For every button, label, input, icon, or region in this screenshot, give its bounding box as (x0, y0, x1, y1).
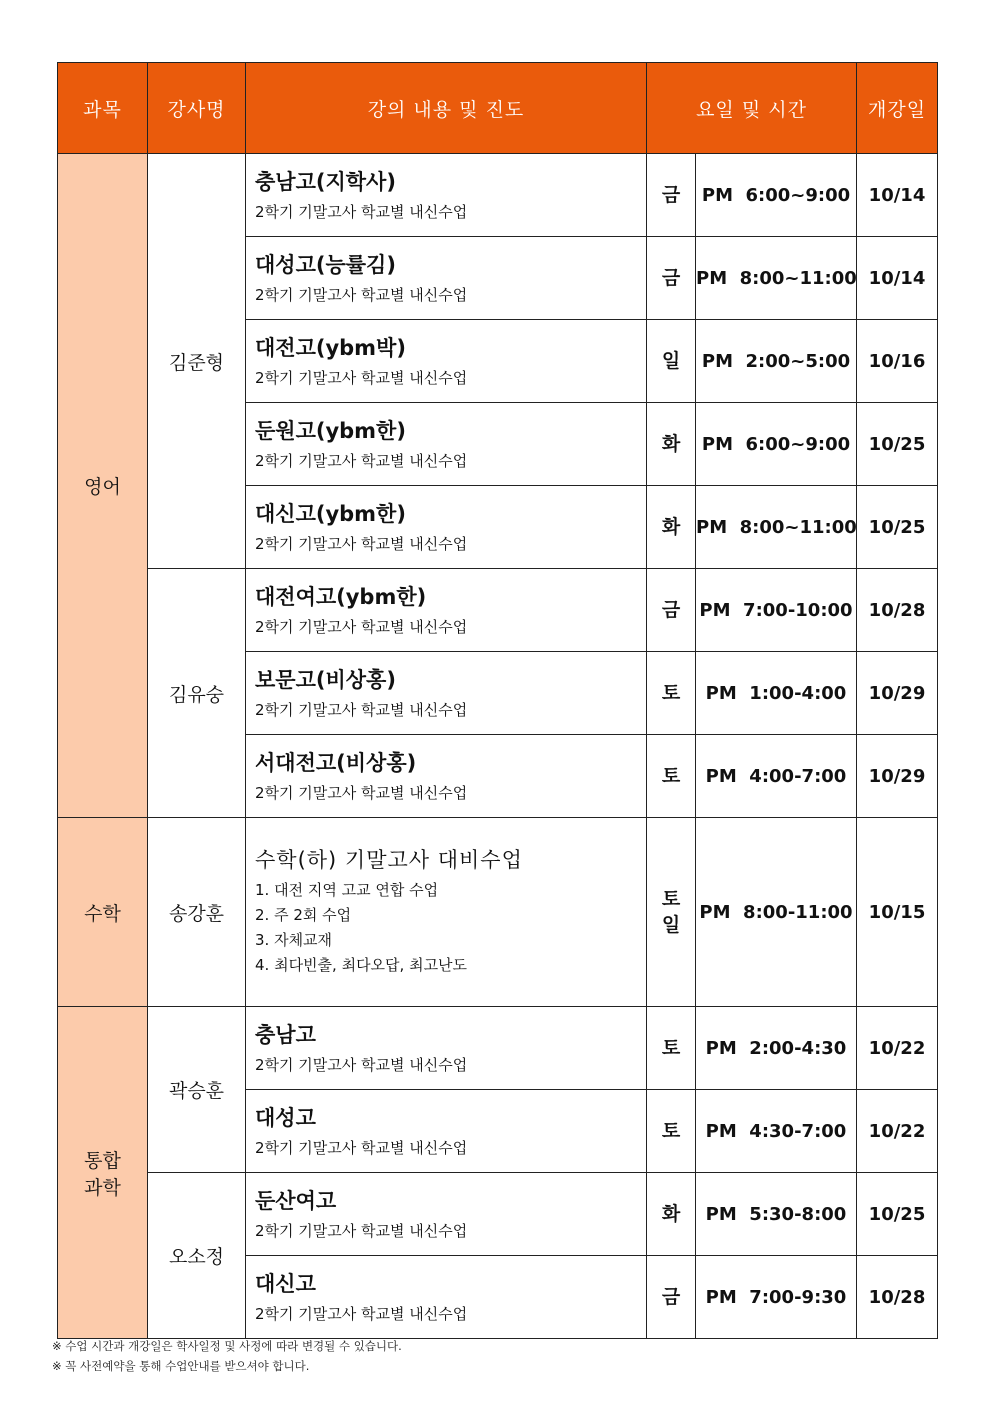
header-row (58, 63, 938, 154)
course-title: 충남고 (255, 1023, 316, 1047)
course-content (246, 818, 647, 1007)
teacher-name: 김유숭 (148, 569, 246, 818)
course-time: PM 6:00~9:00 (696, 403, 857, 486)
course-open-date: 10/22 (857, 1007, 938, 1090)
subject-science-line1: 통합 (84, 1149, 121, 1172)
course-item-list (255, 878, 646, 978)
course-day: 화 (647, 1173, 696, 1256)
course-day: 토 (647, 735, 696, 818)
course-title: 대전고(ybm박) (255, 336, 406, 360)
course-open-date: 10/28 (857, 1256, 938, 1339)
course-open-date: 10/14 (857, 237, 938, 320)
course-open-date: 10/14 (857, 154, 938, 237)
header-open: 개강일 (857, 63, 938, 154)
teacher-name: 곽승훈 (148, 1007, 246, 1173)
course-time: PM 4:00-7:00 (696, 735, 857, 818)
course-title: 둔원고(ybm한) (255, 419, 406, 443)
course-day (647, 818, 696, 1007)
course-day: 토 (647, 652, 696, 735)
course-day: 토 (647, 1007, 696, 1090)
course-content (246, 237, 647, 320)
course-title: 대성고(능률김) (255, 253, 396, 277)
course-open-date: 10/28 (857, 569, 938, 652)
course-title: 보문고(비상홍) (255, 668, 396, 692)
course-subtitle: 2학기 기말고사 학교별 내신수업 (255, 535, 468, 553)
teacher-name: 김준형 (148, 154, 246, 569)
header-teacher: 강사명 (148, 63, 246, 154)
header-daytime: 요일 및 시간 (647, 63, 857, 154)
course-open-date: 10/25 (857, 403, 938, 486)
course-subtitle: 2학기 기말고사 학교별 내신수업 (255, 618, 468, 636)
course-day: 금 (647, 154, 696, 237)
course-day: 금 (647, 1256, 696, 1339)
course-time: PM 7:00-10:00 (696, 569, 857, 652)
course-time: PM 8:00~11:00 (696, 237, 857, 320)
course-open-date: 10/25 (857, 486, 938, 569)
course-day: 토 (647, 1090, 696, 1173)
course-item: 1. 대전 지역 고교 연합 수업 (255, 881, 439, 899)
course-item: 2. 주 2회 수업 (255, 906, 352, 924)
course-time: PM 2:00-4:30 (696, 1007, 857, 1090)
course-open-date: 10/29 (857, 652, 938, 735)
course-title: 둔산여고 (255, 1189, 337, 1213)
course-day-1: 토 (661, 888, 681, 910)
course-subtitle: 2학기 기말고사 학교별 내신수업 (255, 1305, 468, 1323)
course-subtitle: 2학기 기말고사 학교별 내신수업 (255, 203, 468, 221)
subject-english: 영어 (58, 154, 148, 818)
course-subtitle: 2학기 기말고사 학교별 내신수업 (255, 784, 468, 802)
course-content (246, 154, 647, 237)
course-subtitle: 2학기 기말고사 학교별 내신수업 (255, 1222, 468, 1240)
subject-science-line2: 과학 (84, 1176, 121, 1199)
course-subtitle: 2학기 기말고사 학교별 내신수업 (255, 369, 468, 387)
footnote: ※ 꼭 사전예약을 통해 수업안내를 받으셔야 합니다. (52, 1359, 310, 1373)
course-time: PM 2:00~5:00 (696, 320, 857, 403)
course-day: 일 (647, 320, 696, 403)
footnotes (52, 1336, 402, 1376)
footnote: ※ 수업 시간과 개강일은 학사일정 및 사정에 따라 변경될 수 있습니다. (52, 1339, 402, 1353)
table-row (58, 1173, 938, 1256)
course-day-2: 일 (661, 914, 681, 936)
table-row (58, 818, 938, 1007)
header-content: 강의 내용 및 진도 (246, 63, 647, 154)
course-time: PM 8:00-11:00 (696, 818, 857, 1007)
course-content (246, 1256, 647, 1339)
course-title: 대신고 (255, 1272, 316, 1296)
course-open-date: 10/15 (857, 818, 938, 1007)
course-content (246, 1007, 647, 1090)
course-title: 서대전고(비상홍) (255, 751, 417, 775)
course-day: 화 (647, 403, 696, 486)
course-time: PM 7:00-9:30 (696, 1256, 857, 1339)
course-subtitle: 2학기 기말고사 학교별 내신수업 (255, 1056, 468, 1074)
table-row (58, 569, 938, 652)
teacher-name: 오소정 (148, 1173, 246, 1339)
course-title: 대신고(ybm한) (255, 502, 406, 526)
course-open-date: 10/16 (857, 320, 938, 403)
course-content (246, 403, 647, 486)
course-time: PM 4:30-7:00 (696, 1090, 857, 1173)
course-content (246, 486, 647, 569)
course-content (246, 320, 647, 403)
schedule-table (57, 62, 938, 1339)
subject-science (58, 1007, 148, 1339)
course-time: PM 6:00~9:00 (696, 154, 857, 237)
teacher-name: 송강훈 (148, 818, 246, 1007)
course-title: 대전여고(ybm한) (255, 585, 427, 609)
course-content (246, 1090, 647, 1173)
course-open-date: 10/22 (857, 1090, 938, 1173)
table-row (58, 154, 938, 237)
course-time: PM 5:30-8:00 (696, 1173, 857, 1256)
course-time: PM 8:00~11:00 (696, 486, 857, 569)
course-content (246, 652, 647, 735)
course-subtitle: 2학기 기말고사 학교별 내신수업 (255, 701, 468, 719)
course-content (246, 569, 647, 652)
course-title: 수학(하) 기말고사 대비수업 (255, 848, 523, 872)
course-subtitle: 2학기 기말고사 학교별 내신수업 (255, 452, 468, 470)
course-day: 화 (647, 486, 696, 569)
course-item: 3. 자체교재 (255, 931, 333, 949)
subject-math: 수학 (58, 818, 148, 1007)
course-item: 4. 최다빈출, 최다오답, 최고난도 (255, 956, 468, 974)
course-day: 금 (647, 237, 696, 320)
course-subtitle: 2학기 기말고사 학교별 내신수업 (255, 1139, 468, 1157)
course-title: 충남고(지학사) (255, 170, 396, 194)
header-subject: 과목 (58, 63, 148, 154)
course-subtitle: 2학기 기말고사 학교별 내신수업 (255, 286, 468, 304)
course-title: 대성고 (255, 1106, 316, 1130)
course-open-date: 10/25 (857, 1173, 938, 1256)
course-day: 금 (647, 569, 696, 652)
course-time: PM 1:00-4:00 (696, 652, 857, 735)
course-content (246, 1173, 647, 1256)
table-row (58, 1007, 938, 1090)
course-content (246, 735, 647, 818)
course-open-date: 10/29 (857, 735, 938, 818)
